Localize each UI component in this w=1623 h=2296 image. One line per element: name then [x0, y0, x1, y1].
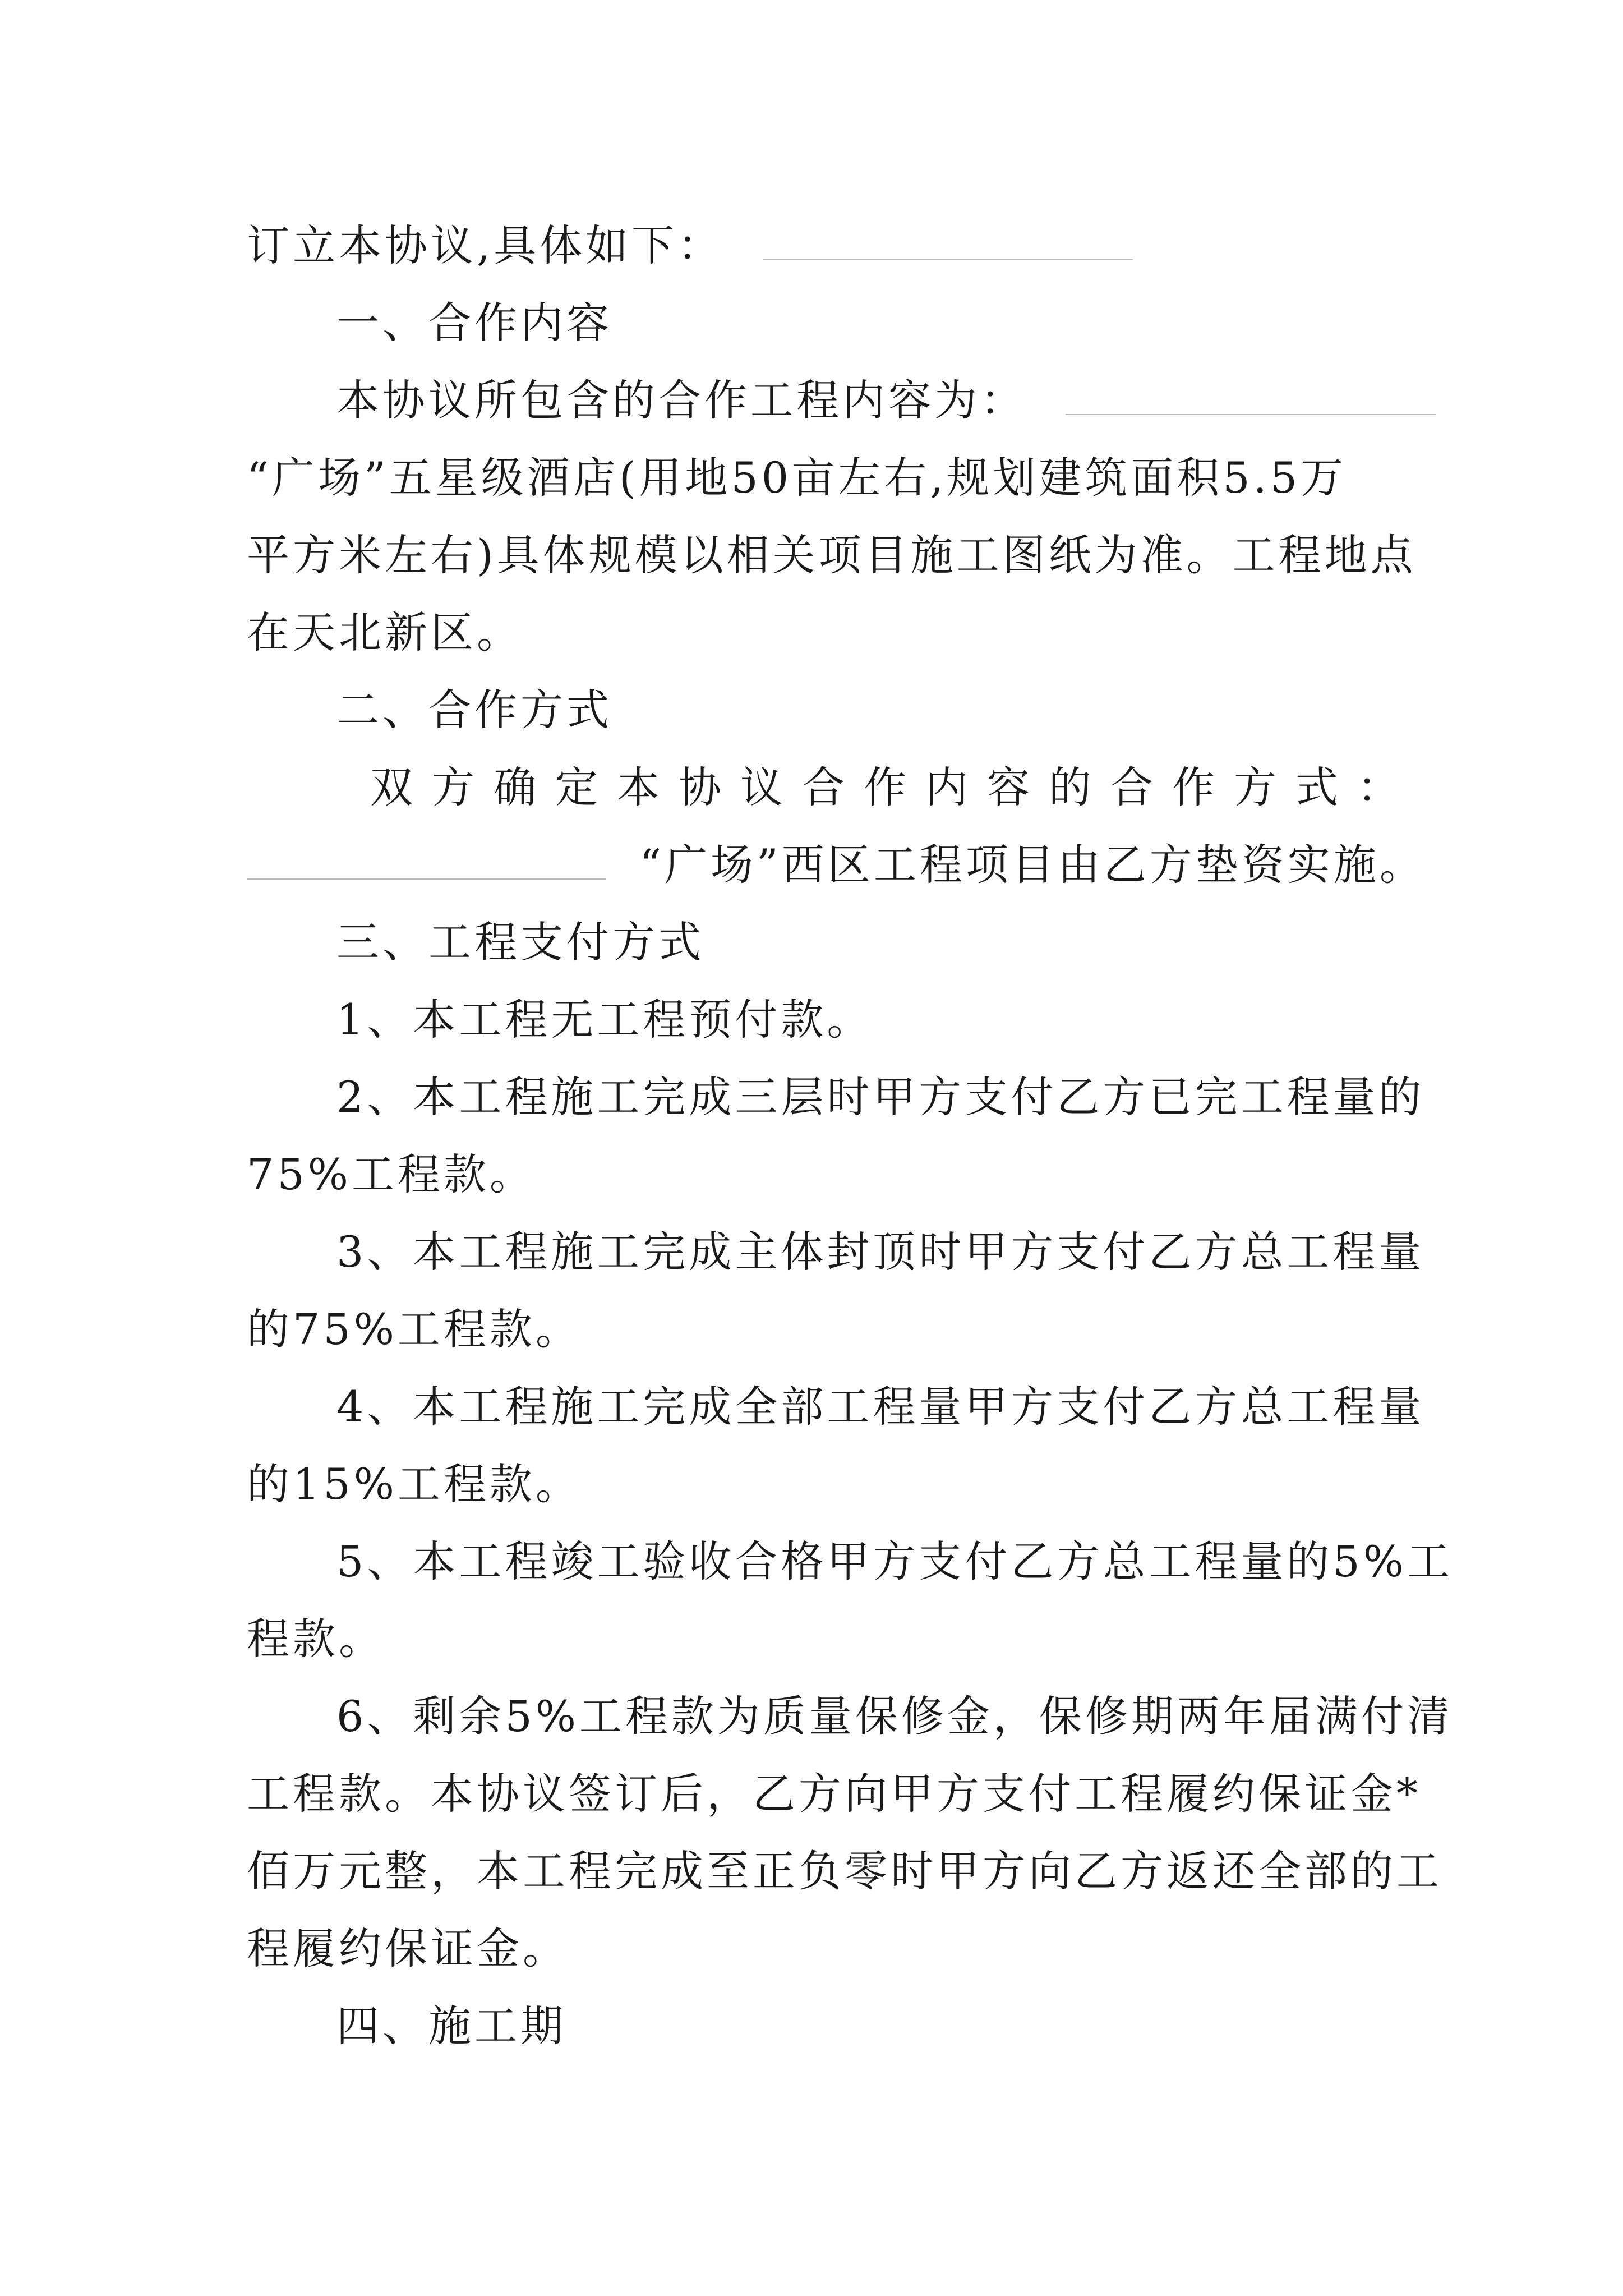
line-text: 1、本工程无工程预付款。 [336, 995, 873, 1045]
line-text: 一、合作内容 [336, 298, 612, 348]
line-text: 工程款。本协议签订后，乙方向甲方支付工程履约保证金* [247, 1769, 1421, 1819]
text-line [247, 605, 1391, 661]
line-text: 程履约保证金。 [247, 1924, 569, 1973]
line-text: 订立本协议,具体如下： [247, 220, 724, 270]
line-text: 的15%工程款。 [247, 1459, 582, 1509]
line-text: 在天北新区。 [247, 608, 523, 657]
text-line [336, 1379, 1481, 1435]
line-text: 6、剩余5%工程款为质量保修金，保修期两年届满付清 [336, 1691, 1453, 1741]
text-line [247, 1456, 1391, 1512]
line-text: “广场”五星级酒店(用地50亩左右,规划建筑面积5.5万 [247, 453, 1347, 503]
section-heading [336, 1998, 1481, 2054]
text-line [247, 1301, 1391, 1358]
line-text: 75%工程款。 [247, 1149, 536, 1199]
text-line [336, 992, 1481, 1048]
text-line [247, 527, 1417, 583]
text-line [247, 1766, 1421, 1822]
line-text: 的75%工程款。 [247, 1304, 582, 1354]
text-line [336, 1688, 1481, 1745]
line-text: 4、本工程施工完成全部工程量甲方支付乙方总工程量 [336, 1382, 1425, 1432]
fill-blank [247, 845, 606, 880]
text-line [247, 218, 1391, 274]
text-line [336, 1069, 1481, 1125]
line-text: 2、本工程施工完成三层时甲方支付乙方已完工程量的 [336, 1072, 1425, 1122]
fill-blank [1066, 380, 1436, 415]
text-line [336, 372, 1481, 429]
text-line [247, 837, 1426, 893]
line-text: 5、本工程竣工验收合格甲方支付乙方总工程量的5%工 [336, 1536, 1453, 1586]
text-line [370, 760, 1514, 816]
line-text: 二、合作方式 [336, 685, 612, 735]
line-text: 程款。 [247, 1614, 385, 1664]
text-line [336, 1224, 1481, 1280]
text-line [247, 450, 1391, 506]
line-text: 3、本工程施工完成主体封顶时甲方支付乙方总工程量 [336, 1227, 1425, 1277]
section-heading [336, 682, 1481, 738]
line-text: 双方确定本协议合作内容的合作方式： [370, 762, 1419, 812]
line-text: 佰万元整，本工程完成至正负零时甲方向乙方返还全部的工 [247, 1846, 1442, 1896]
line-text: 三、工程支付方式 [336, 917, 704, 967]
line-text: 本协议所包含的合作工程内容为： [336, 375, 1026, 425]
section-heading [336, 914, 1481, 970]
text-line [247, 1611, 1391, 1667]
text-line [247, 1921, 1391, 1977]
fill-blank [763, 226, 1133, 260]
line-text: “广场”西区工程项目由乙方垫资实施。 [639, 840, 1426, 890]
text-line [336, 1534, 1481, 1590]
line-text: 平方米左右)具体规模以相关项目施工图纸为准。工程地点 [247, 530, 1417, 580]
section-heading [336, 295, 1481, 351]
text-line [247, 1147, 1391, 1203]
text-line [247, 1843, 1442, 1899]
line-text: 四、施工期 [336, 2001, 566, 2051]
